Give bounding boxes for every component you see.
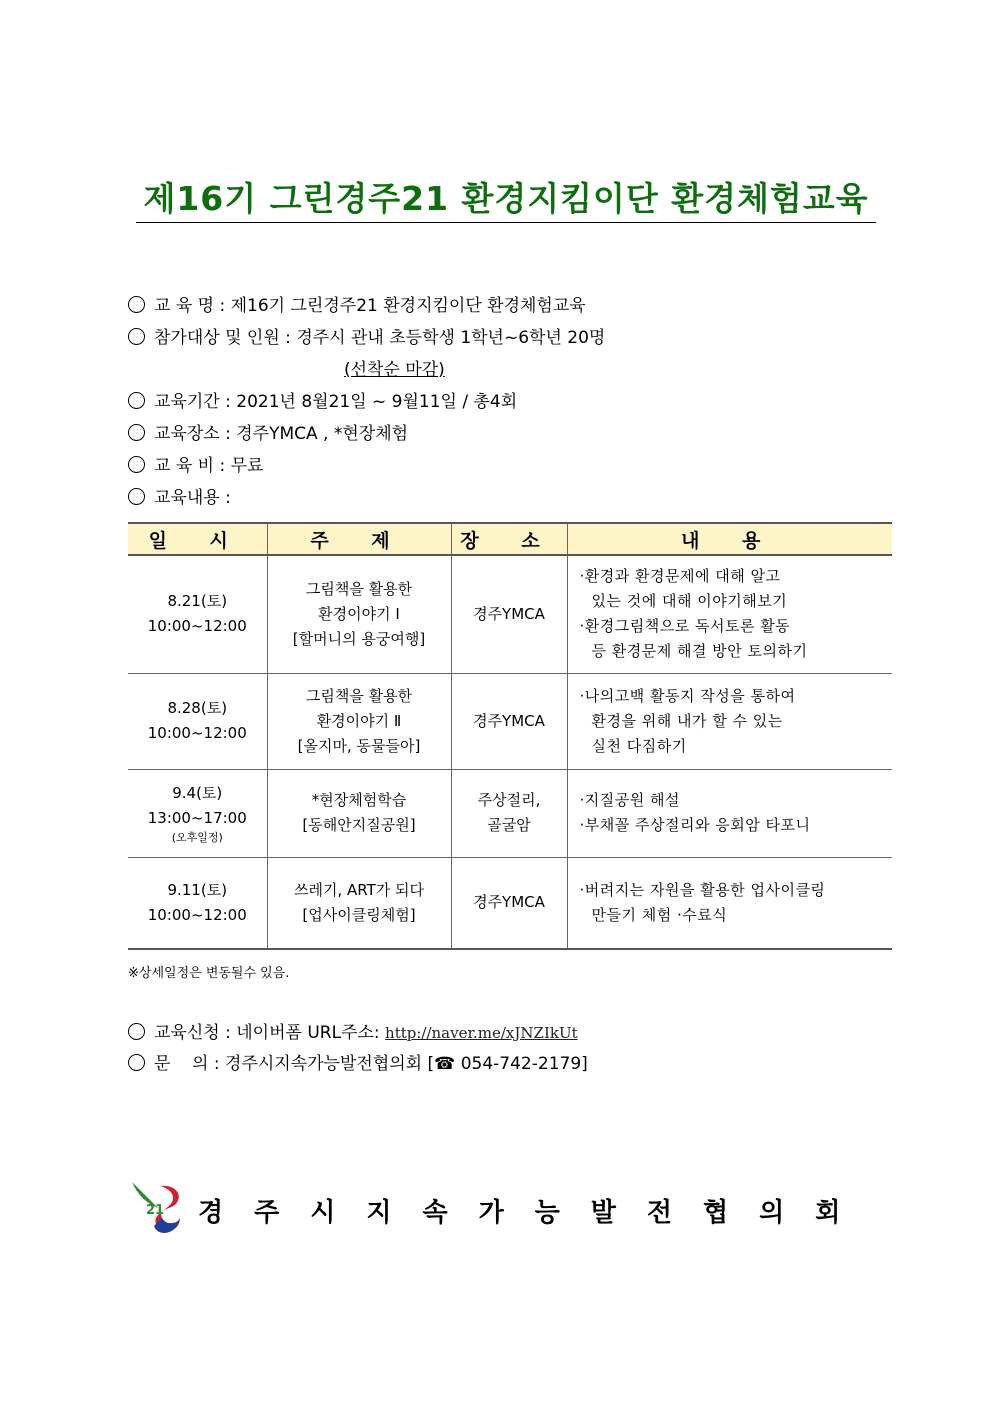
content-line	[580, 878, 893, 903]
circle-bullet-icon	[128, 488, 145, 505]
date-note: (오후일정)	[171, 831, 223, 844]
info-label: 참가대상 및 인원	[154, 328, 280, 348]
date-text: 8.21(토)	[167, 592, 228, 611]
apply-url-link[interactable]: http://naver.me/xJNZIkUt	[385, 1024, 578, 1042]
topic-cell	[267, 769, 451, 857]
info-content	[128, 487, 231, 509]
content-text: ·부채꼴 주상절리와 응회암 타포니	[579, 816, 811, 834]
time-text: 13:00~17:00	[147, 809, 247, 827]
date-text: 8.28(토)	[167, 699, 228, 717]
contact-phone: 054-742-2179]	[460, 1054, 588, 1074]
place-line: 경주YMCA	[473, 711, 545, 730]
topic-cell	[267, 673, 451, 769]
page-title: 제16기 그린경주21 환경지킴이단 환경체험교육	[136, 176, 876, 223]
topic-cell	[267, 857, 451, 949]
logo-text: 21	[146, 1203, 165, 1218]
info-name: 교 육 명 : 제16기 그린경주21 환경지킴이단 환경체험교육	[128, 295, 586, 317]
topic-cell	[267, 555, 451, 673]
info-period: 교육기간 : 2021년 8월21일 ~ 9월11일 / 총4회	[128, 391, 517, 413]
circle-bullet-icon	[128, 1054, 145, 1071]
info-value: 무료	[230, 456, 264, 476]
schedule-note: ※상세일정은 변동될수 있음.	[128, 966, 290, 981]
place-cell	[451, 857, 567, 949]
place-line: 경주YMCA	[473, 604, 545, 623]
apply-value: 네이버폼 URL주소:	[236, 1023, 380, 1043]
table-row	[128, 857, 892, 949]
time-text: 10:00~12:00	[147, 724, 247, 742]
content-line	[580, 734, 893, 759]
place-line: 주상절리,	[477, 791, 541, 809]
topic-line: 환경이야기 Ⅱ	[316, 711, 402, 730]
content-cell	[567, 769, 892, 857]
header-content: 내 용	[567, 523, 892, 555]
content-line	[580, 788, 893, 813]
content-text: ·버려지는 자원을 활용한 업사이클링	[579, 880, 826, 899]
info-label: 교육장소	[154, 424, 220, 444]
content-text: 만들기 체험 ·수료식	[591, 905, 728, 924]
topic-line: 그림책을 활용한	[305, 579, 413, 598]
content-text: 있는 것에 대해 이야기해보기	[591, 592, 788, 611]
contact-value: 경주시지속가능발전협의회 [	[225, 1054, 435, 1074]
circle-bullet-icon	[128, 296, 145, 313]
content-text: ·지질공원 해설	[579, 791, 680, 809]
content-cell	[567, 857, 892, 949]
info-target: 참가대상 및 인원 : 경주시 관내 초등학생 1학년~6학년 20명	[128, 327, 605, 349]
content-line	[580, 903, 893, 928]
table-row	[128, 555, 892, 673]
topic-line: 환경이야기 Ⅰ	[318, 604, 400, 623]
place-cell	[451, 769, 567, 857]
content-text: 실천 다짐하기	[591, 736, 687, 755]
content-line	[580, 564, 893, 589]
circle-bullet-icon	[128, 424, 145, 441]
date-cell	[128, 673, 267, 769]
content-text: 등 환경문제 해결 방안 토의하기	[591, 642, 808, 661]
schedule-table	[128, 522, 892, 950]
time-text: 10:00~12:00	[147, 905, 247, 924]
contact-line: 문 의 : 경주시지속가능발전협의회 [☎ 054-742-2179]	[128, 1053, 588, 1075]
topic-line: [올지마, 동물들아]	[297, 736, 421, 755]
date-text: 9.11(토)	[167, 880, 228, 899]
place-line: 경주YMCA	[473, 893, 545, 912]
info-label: 교육기간	[154, 392, 220, 412]
content-line	[580, 709, 893, 734]
circle-bullet-icon	[128, 456, 145, 473]
content-line	[580, 639, 893, 664]
info-value: 제16기 그린경주21 환경지킴이단 환경체험교육	[230, 296, 586, 316]
target-note: (선착순 마감)	[344, 360, 445, 380]
content-line	[580, 589, 893, 614]
topic-line: [할머니의 용궁여행]	[292, 629, 426, 648]
content-line	[580, 614, 893, 639]
header-place: 장 소	[451, 523, 567, 555]
circle-bullet-icon	[128, 392, 145, 409]
content-text: ·나의고백 활동지 작성을 통하여	[579, 686, 796, 705]
content-text: ·환경과 환경문제에 대해 알고	[579, 567, 781, 586]
date-cell	[128, 555, 267, 673]
topic-line: 쓰레기, ART가 되다	[294, 880, 424, 899]
content-text: 환경을 위해 내가 할 수 있는	[591, 711, 783, 730]
date-text: 9.4(토)	[172, 784, 223, 802]
phone-icon: ☎	[434, 1054, 456, 1074]
header-topic: 주 제	[267, 523, 451, 555]
info-label: 교 육 명	[154, 296, 215, 316]
content-cell	[567, 673, 892, 769]
content-cell	[567, 555, 892, 673]
content-text: ·환경그림책으로 독서토론 활동	[579, 617, 791, 636]
topic-line: [동해안지질공원]	[302, 816, 416, 834]
info-label: 교육신청	[154, 1023, 220, 1043]
topic-line: 그림책을 활용한	[305, 686, 413, 705]
info-value: 2021년 8월21일 ~ 9월11일 / 총4회	[236, 392, 518, 412]
info-value: 경주시 관내 초등학생 1학년~6학년 20명	[296, 328, 606, 348]
info-place: 교육장소 : 경주YMCA , *현장체험	[128, 423, 408, 445]
table-row	[128, 769, 892, 857]
footer	[128, 1178, 872, 1238]
date-cell	[128, 857, 267, 949]
place-cell	[451, 555, 567, 673]
info-label: 문 의	[154, 1054, 209, 1074]
circle-bullet-icon	[128, 1023, 145, 1040]
topic-line: [업사이클링체험]	[302, 905, 416, 924]
content-line	[580, 813, 893, 838]
topic-line: *현장체험학습	[311, 791, 407, 809]
info-value: 경주YMCA , *현장체험	[236, 424, 409, 444]
table-row	[128, 673, 892, 769]
organization-logo	[128, 1178, 188, 1238]
time-text: 10:00~12:00	[147, 617, 247, 636]
table-header-row	[128, 523, 892, 555]
header-date: 일 시	[128, 523, 267, 555]
info-label: 교육내용 :	[154, 488, 231, 508]
info-fee: 교 육 비 : 무료	[128, 455, 263, 477]
place-line: 골굴암	[487, 816, 531, 834]
circle-bullet-icon	[128, 328, 145, 345]
place-cell	[451, 673, 567, 769]
apply-line: 교육신청 : 네이버폼 URL주소: http://naver.me/xJNZIkUt	[128, 1022, 578, 1044]
organization-name: 경주시지속가능발전협의회	[198, 1198, 872, 1228]
info-label: 교 육 비	[154, 456, 215, 476]
content-line	[580, 684, 893, 709]
date-cell	[128, 769, 267, 857]
